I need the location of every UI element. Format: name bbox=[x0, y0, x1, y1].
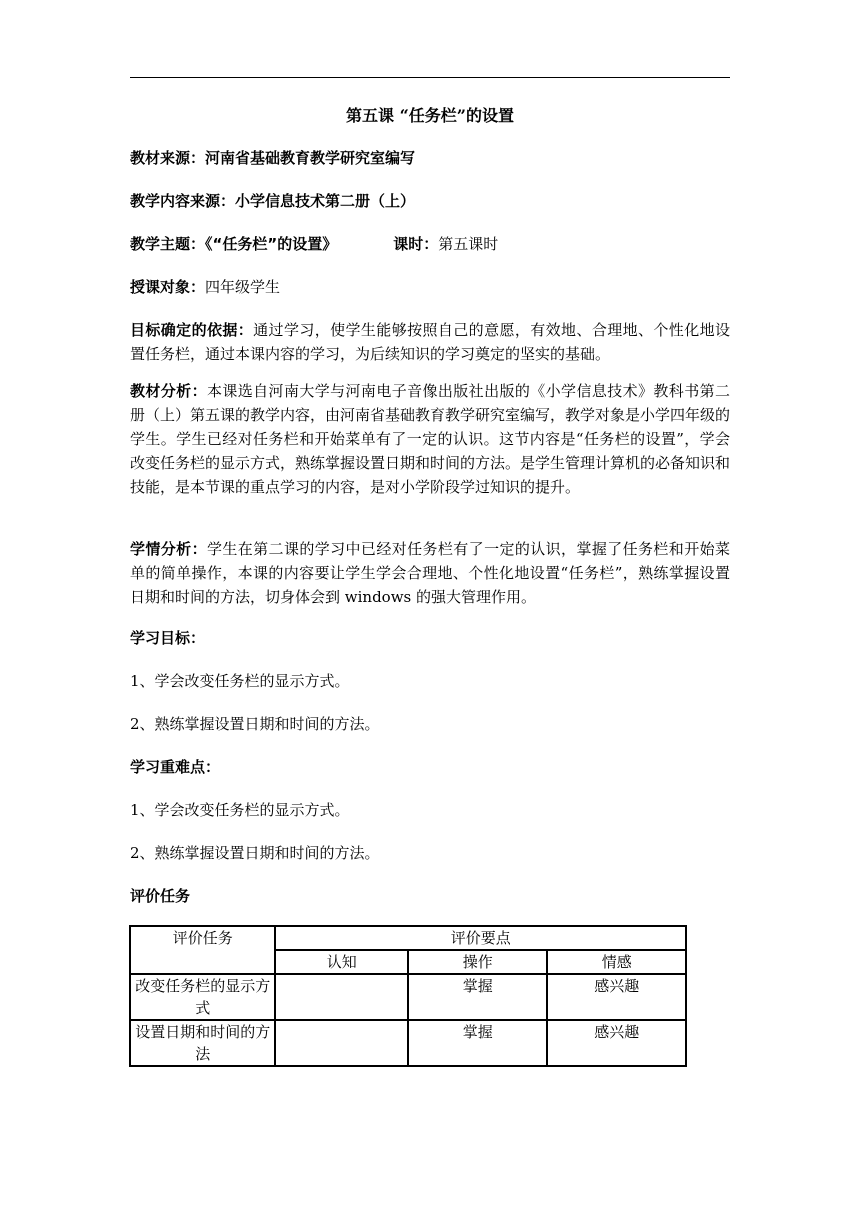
source-value: 河南省基础教育教学研究室编写 bbox=[205, 149, 416, 167]
task-cell: 设置日期和时间的方法 bbox=[130, 1020, 275, 1066]
operation-cell: 掌握 bbox=[408, 1020, 547, 1066]
subheader-emotion: 情感 bbox=[547, 950, 686, 974]
basis-label: 目标确定的依据： bbox=[130, 321, 254, 339]
eval-heading: 评价任务 bbox=[130, 887, 191, 905]
emotion-cell: 感兴趣 bbox=[547, 974, 686, 1020]
subheader-operation: 操作 bbox=[408, 950, 547, 974]
table-row bbox=[130, 1020, 686, 1066]
cognition-cell bbox=[275, 1020, 408, 1066]
analysis-label: 教材分析： bbox=[130, 382, 207, 400]
analysis-text: 本课选自河南大学与河南电子音像出版社出版的《小学信息技术》教科书第二册（上）第五课的教学内容，由河南省基础教育教学研究室编写，教学对象是小学四年级的学生。学生已经对任务栏和开始菜单有了一定的认识。这节内容是“任务栏的设置”，学会改变任务栏的显示方式，熟练掌握设置日期和时间的方法。是学生管理计算机的必备知识和技能，是本节课的重点学习的内容，是对小学阶段学过知识的提升。 bbox=[130, 382, 731, 496]
goal-item: 1、学会改变任务栏的显示方式。 bbox=[130, 672, 350, 690]
eval-table bbox=[129, 925, 687, 1067]
source-line bbox=[130, 146, 730, 170]
learner-label: 学情分析： bbox=[130, 540, 207, 558]
page-title: 第五课 “任务栏”的设置 bbox=[346, 106, 514, 125]
header-rule bbox=[130, 77, 730, 78]
table-header-row bbox=[130, 926, 686, 950]
period-label: 课时： bbox=[393, 235, 439, 253]
keypoints-heading: 学习重难点： bbox=[130, 758, 221, 776]
goal-item: 2、熟练掌握设置日期和时间的方法。 bbox=[130, 715, 380, 733]
subheader-cognition: 认知 bbox=[275, 950, 408, 974]
audience-label: 授课对象： bbox=[130, 278, 206, 296]
keypoint-item: 2、熟练掌握设置日期和时间的方法。 bbox=[130, 844, 380, 862]
theme-value: 《“任务栏”的设置》 bbox=[205, 235, 338, 253]
keypoint-item: 1、学会改变任务栏的显示方式。 bbox=[130, 801, 350, 819]
learner-text: 学生在第二课的学习中已经对任务栏有了一定的认识，掌握了任务栏和开始菜单的简单操作，本课的内容要让学生学会合理地、个性化地设置“任务栏”，熟练掌握设置日期和时间的方法，切身体会到 windows 的强大管理作用。 bbox=[130, 540, 730, 606]
task-cell: 改变任务栏的显示方式 bbox=[130, 974, 275, 1020]
audience-value: 四年级学生 bbox=[205, 278, 281, 296]
source-label: 教材来源： bbox=[130, 149, 206, 167]
period-value: 第五课时 bbox=[438, 235, 499, 253]
emotion-cell: 感兴趣 bbox=[547, 1020, 686, 1066]
content-source-line bbox=[130, 189, 730, 213]
table-row bbox=[130, 974, 686, 1020]
points-header-cell: 评价要点 bbox=[275, 926, 686, 950]
content-source-label: 教学内容来源： bbox=[130, 192, 236, 210]
learner-paragraph bbox=[130, 537, 730, 609]
content-source-value: 小学信息技术第二册（上） bbox=[235, 192, 416, 210]
operation-cell: 掌握 bbox=[408, 974, 547, 1020]
theme-label: 教学主题： bbox=[130, 235, 206, 253]
basis-text: 通过学习，使学生能够按照自己的意愿，有效地、合理地、个性化地设置任务栏，通过本课内容的学习，为后续知识的学习奠定的坚实的基础。 bbox=[130, 321, 730, 363]
theme-line bbox=[130, 232, 730, 256]
audience-line bbox=[130, 275, 730, 299]
goals-heading: 学习目标： bbox=[130, 629, 206, 647]
task-header-cell: 评价任务 bbox=[130, 926, 275, 974]
basis-paragraph bbox=[130, 318, 730, 366]
analysis-paragraph bbox=[130, 379, 730, 499]
cognition-cell bbox=[275, 974, 408, 1020]
